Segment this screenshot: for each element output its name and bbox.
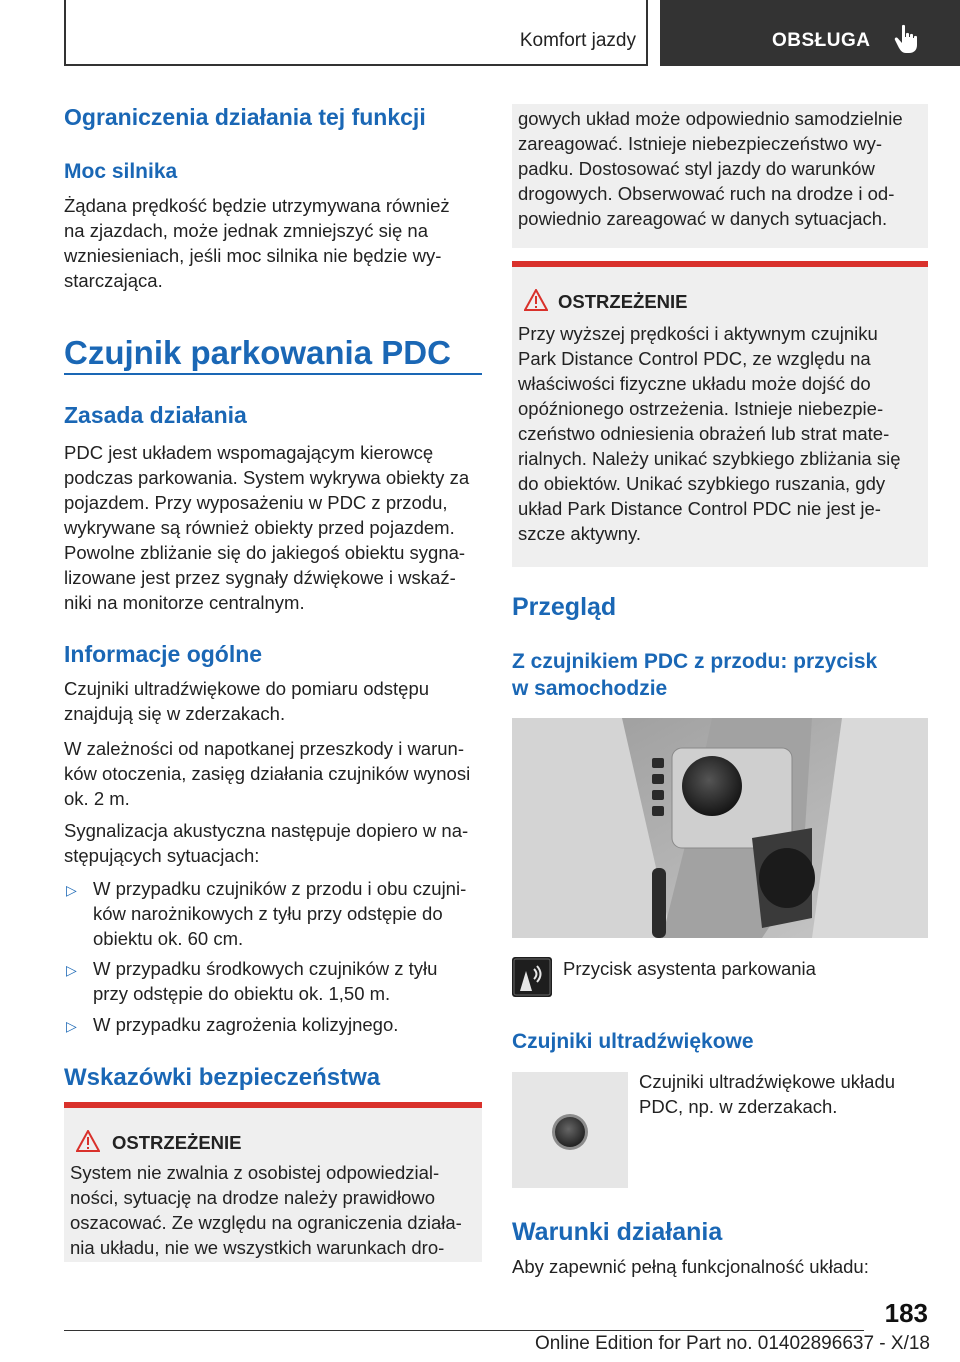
heading-button-line-2: w samochodzie xyxy=(512,677,668,700)
text-line: przy odstępie do obiektu ok. 1,50 m. xyxy=(93,983,391,1004)
text-line: opóźnionego ostrzeżenia. Istnieje niebezpie- xyxy=(518,398,884,419)
heading-engine-power: Moc silnika xyxy=(64,160,178,183)
text-line: W przypadku środkowych czujników z tyłu xyxy=(93,958,438,979)
paragraph-engine-power xyxy=(64,193,482,293)
paragraph-principle xyxy=(64,440,482,615)
text-line: podczas parkowania. System wykrywa obiekty za xyxy=(64,467,470,488)
text-line: gowych układ może odpowiednio samodzielnie xyxy=(518,108,903,129)
warning-triangle-icon xyxy=(76,1130,100,1152)
header-frame-bottom xyxy=(64,64,648,66)
text-line: obiektu ok. 60 cm. xyxy=(93,928,244,949)
heading-conditions: Warunki działania xyxy=(512,1218,723,1246)
paragraph-general-3 xyxy=(64,818,482,868)
text-line: PDC, np. w zderzakach. xyxy=(639,1096,838,1117)
text-line: Czujniki ultradźwiękowe do pomiaru odstępu xyxy=(64,678,430,699)
text-line: zareagować. Istnieje niebezpieczeństwo wy- xyxy=(518,133,883,154)
text-line: stępujących sytuacjach: xyxy=(64,845,260,866)
text-line: System nie zwalnia z osobistej odpowiedzial- xyxy=(70,1162,440,1183)
bullet-triangle-icon: ▷ xyxy=(66,962,77,978)
warning-title: OSTRZEŻENIE xyxy=(558,291,688,312)
text-line: do obiektów. Unikać szybkiego ruszania, gdy xyxy=(518,473,886,494)
text-line: oszacować. Ze względu na ograniczenia działa- xyxy=(70,1212,462,1233)
heading-safety: Wskazówki bezpieczeństwa xyxy=(64,1064,381,1091)
text-line: układ Park Distance Control PDC nie jest je- xyxy=(518,498,881,519)
text-line: powiednio zareagować w danych sytuacjach. xyxy=(518,208,888,229)
paragraph-general-1 xyxy=(64,676,482,726)
footer-divider xyxy=(64,1330,864,1331)
center-console-illustration xyxy=(512,718,928,938)
hand-pointer-icon xyxy=(894,24,920,54)
list-item xyxy=(93,1012,483,1037)
header-section-title: Komfort jazdy xyxy=(519,30,636,51)
text-line: ności, sytuację na drodze należy prawidłowo xyxy=(70,1187,436,1208)
text-line: drogowych. Obserwować ruch na drodze i od- xyxy=(518,183,895,204)
bullet-triangle-icon: ▷ xyxy=(66,882,77,898)
warning-title: OSTRZEŻENIE xyxy=(112,1132,242,1153)
center-console-photo xyxy=(512,718,928,938)
text-line: starczająca. xyxy=(64,270,163,291)
text-line: Park Distance Control PDC, ze względu na xyxy=(518,348,871,369)
header-chapter-label: OBSŁUGA xyxy=(772,30,871,51)
text-line: W zależności od napotkanej przeszkody i warun- xyxy=(64,738,464,759)
footer-edition: Online Edition for Part no. 01402896637 - X/18 xyxy=(534,1333,930,1354)
text-line: wykrywane są również obiekty przed pojazdem. xyxy=(64,517,455,538)
warning-box-left xyxy=(64,1102,482,1262)
heading-button-line-1: Z czujnikiem PDC z przodu: przycisk xyxy=(512,650,878,673)
warning-text xyxy=(70,1160,480,1260)
text-line: W przypadku zagrożenia kolizyjnego. xyxy=(93,1014,399,1035)
text-line: szcze aktywny. xyxy=(518,523,642,544)
text-line: znajdują się w zderzakach. xyxy=(64,703,286,724)
warning-continuation-text xyxy=(518,106,926,231)
heading-principle: Zasada działania xyxy=(64,402,247,428)
header-chapter-tab xyxy=(660,0,960,66)
text-line: niki na monitorze centralnym. xyxy=(64,592,305,613)
header-frame-left xyxy=(64,0,66,66)
paragraph-general-2 xyxy=(64,736,482,811)
bullet-triangle-icon: ▷ xyxy=(66,1018,77,1034)
text-line: nia układu, nie we wszystkich warunkach dro- xyxy=(70,1237,445,1258)
ultrasonic-sensor-image xyxy=(512,1072,628,1188)
heading-limits: Ograniczenia działania tej funkcji xyxy=(64,104,426,130)
page-number: 183 xyxy=(884,1298,928,1328)
header-frame-right xyxy=(646,0,648,66)
heading-sensors: Czujniki ultradźwiękowe xyxy=(512,1030,754,1053)
text-line: Żądana prędkość będzie utrzymywana również xyxy=(64,195,450,216)
heading-underline xyxy=(64,373,482,375)
text-line: lizowane jest przez sygnały dźwiękowe i wskaź- xyxy=(64,567,456,588)
text-line: rialnych. Należy unikać szybkiego zbliżania się xyxy=(518,448,901,469)
text-line: wzniesieniach, jeśli moc silnika nie będzie wy- xyxy=(64,245,442,266)
button-caption: Przycisk asystenta parkowania xyxy=(563,958,816,979)
list-item xyxy=(93,876,483,951)
text-line: PDC jest układem wspomagającym kierowcę xyxy=(64,442,434,463)
parking-assistant-button-icon xyxy=(512,957,552,997)
text-line: ok. 2 m. xyxy=(64,788,130,809)
heading-general: Informacje ogólne xyxy=(64,641,263,667)
list-item xyxy=(93,956,483,1006)
text-line: W przypadku czujników z przodu i obu czujni- xyxy=(93,878,467,899)
heading-pdc: Czujnik parkowania PDC xyxy=(64,334,451,371)
warning-box-right xyxy=(512,261,928,567)
warning-bar xyxy=(512,261,928,267)
warning-text xyxy=(518,321,926,546)
text-line: Powolne zbliżanie się do jakiegoś obiektu sygna- xyxy=(64,542,466,563)
heading-overview: Przegląd xyxy=(512,593,617,621)
text-line: ków narożnikowych z tyłu przy odstępie do xyxy=(93,903,443,924)
paragraph-conditions: Aby zapewnić pełną funkcjonalność układu: xyxy=(512,1256,869,1277)
text-line: czeństwo odniesienia obrażeń lub strat mate- xyxy=(518,423,890,444)
text-line: pojazdem. Przy wyposażeniu w PDC z przodu, xyxy=(64,492,448,513)
warning-bar xyxy=(64,1102,482,1108)
text-line: Czujniki ultradźwiękowe układu xyxy=(639,1071,896,1092)
text-line: ków otoczenia, zasięg działania czujników wynosi xyxy=(64,763,471,784)
text-line: właściwości fizyczne układu może dojść do xyxy=(518,373,871,394)
text-line: na zjazdach, może jednak zmniejszyć się na xyxy=(64,220,429,241)
warning-triangle-icon xyxy=(524,289,548,311)
warning-continuation-box xyxy=(512,104,928,248)
text-line: padku. Dostosować styl jazdy do warunków xyxy=(518,158,875,179)
text-line: Przy wyższej prędkości i aktywnym czujniku xyxy=(518,323,878,344)
text-line: Sygnalizacja akustyczna następuje dopiero w na- xyxy=(64,820,469,841)
paragraph-sensors xyxy=(639,1069,929,1119)
